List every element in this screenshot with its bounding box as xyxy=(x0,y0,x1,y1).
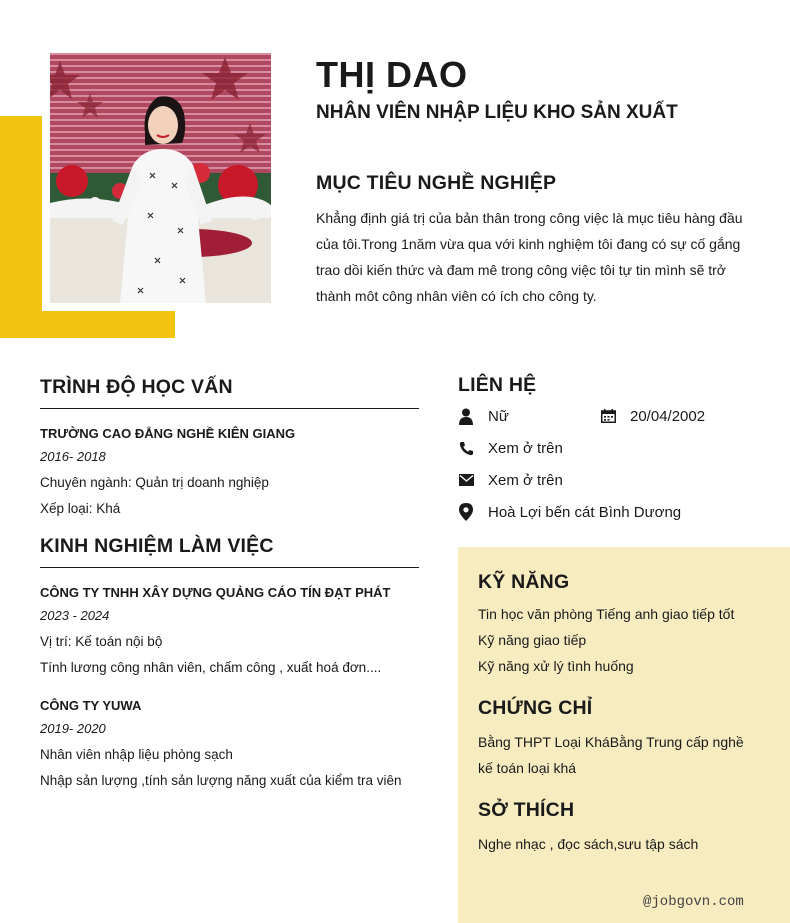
education-period: 2016- 2018 xyxy=(40,449,106,464)
education-school: TRƯỜNG CAO ĐẲNG NGHỀ KIÊN GIANG xyxy=(40,426,296,441)
mail-icon xyxy=(458,471,474,489)
contact-section xyxy=(458,374,778,521)
email-value: Xem ở trên xyxy=(488,471,563,489)
portrait-image xyxy=(50,53,271,303)
watermark: @jobgovn.com xyxy=(643,894,744,910)
experience-detail: Nhập sản lượng ,tính sản lượng năng xuất của kiểm tra viên xyxy=(40,773,402,788)
skills-title: KỸ NĂNG xyxy=(478,571,570,593)
objective-section xyxy=(316,172,748,309)
contact-birthday xyxy=(600,405,705,427)
objective-title: MỤC TIÊU NGHỀ NGHIỆP xyxy=(316,172,557,194)
education-item xyxy=(40,425,419,517)
education-section xyxy=(40,376,419,517)
phone-icon xyxy=(458,439,474,457)
phone-value: Xem ở trên xyxy=(488,439,563,457)
skill-item: Kỹ năng xử lý tình huống xyxy=(478,658,634,674)
experience-item xyxy=(40,584,419,676)
experience-item xyxy=(40,697,419,789)
contact-gender xyxy=(458,405,509,427)
address-value: Hoà Lợi bến cát Bình Dương xyxy=(488,503,682,521)
certificates-title: CHỨNG CHỈ xyxy=(478,697,593,719)
skill-item: Kỹ năng giao tiếp xyxy=(478,632,587,648)
experience-section xyxy=(40,535,419,789)
sidebar-panel xyxy=(458,547,790,923)
experience-period: 2023 - 2024 xyxy=(40,608,110,623)
certificates-text: Bằng THPT Loại KháBằng Trung cấp nghề kế toán loại khá xyxy=(478,734,744,776)
experience-period: 2019- 2020 xyxy=(40,721,106,736)
location-pin-icon xyxy=(458,503,474,521)
birthday-value: 20/04/2002 xyxy=(630,407,706,425)
contact-address xyxy=(458,501,681,523)
hobbies-title: SỞ THÍCH xyxy=(478,799,575,821)
contact-email xyxy=(458,469,563,491)
person-icon xyxy=(458,407,474,425)
objective-text: Khẳng định giá trị của bản thân trong công việc là mục tiêu hàng đầu của tôi.Trong 1năm vừa qua với kinh nghiệm tôi đang có sự cố gắng trao dồi kiến thức và đam mê trong công việc tôi tự tin mình sẽ trở thành môt công nhân viên có ích cho công ty. xyxy=(316,210,743,304)
education-divider xyxy=(40,408,419,409)
skill-item: Tin học văn phòng Tiếng anh giao tiếp tốt xyxy=(478,606,735,622)
experience-detail: Tính lương công nhân viên, chấm công , xuất hoá đơn.... xyxy=(40,660,382,675)
candidate-name: THỊ DAO xyxy=(316,54,468,95)
profile-photo xyxy=(42,45,279,311)
contact-phone xyxy=(458,437,563,459)
skills-list xyxy=(458,601,790,679)
hobbies-text: Nghe nhạc , đọc sách,sưu tập sách xyxy=(478,836,699,852)
calendar-icon xyxy=(600,407,616,425)
experience-divider xyxy=(40,567,419,568)
education-grade: Xếp loại: Khá xyxy=(40,501,121,516)
education-major: Chuyên ngành: Quản trị doanh nghiệp xyxy=(40,475,269,490)
contact-title: LIÊN HỆ xyxy=(458,374,537,396)
job-title: NHÂN VIÊN NHẬP LIỆU KHO SẢN XUẤT xyxy=(316,102,678,123)
gender-value: Nữ xyxy=(488,407,509,425)
experience-detail: Vị trí: Kế toán nội bộ xyxy=(40,634,163,649)
education-title: TRÌNH ĐỘ HỌC VẤN xyxy=(40,376,233,398)
experience-company: CÔNG TY YUWA xyxy=(40,698,142,713)
experience-company: CÔNG TY TNHH XÂY DỰNG QUẢNG CÁO TÍN ĐẠT PHÁT xyxy=(40,585,391,600)
experience-detail: Nhân viên nhập liệu phòng sạch xyxy=(40,747,233,762)
experience-title: KINH NGHIỆM LÀM VIỆC xyxy=(40,535,274,557)
